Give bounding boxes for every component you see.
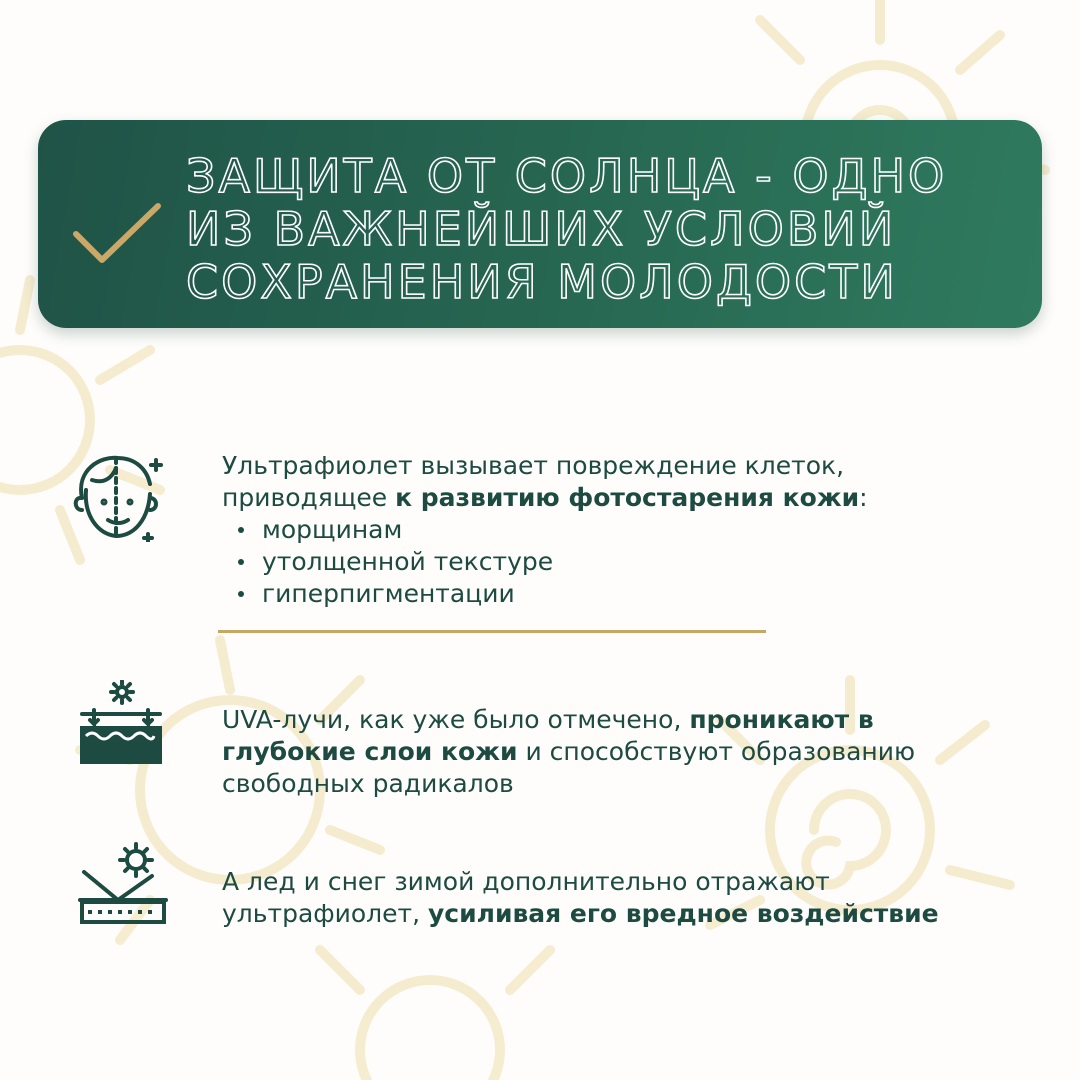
section-snow-reflection xyxy=(222,866,1022,930)
title-line-2: ИЗ ВАЖНЕЙШИХ УСЛОВИЙ xyxy=(186,202,897,256)
section-2-bold: проникают в глубокие слои кожи xyxy=(222,705,874,766)
list-item: гиперпигментации xyxy=(236,578,982,610)
section-2-tail: и способствуют образованию свободных радикалов xyxy=(222,737,916,798)
title-line-3: СОХРАНЕНИЯ МОЛОДОСТИ xyxy=(186,255,898,309)
section-1-plain: Ультрафиолет вызывает повреждение клеток, приводящее xyxy=(222,451,845,512)
title-line-1: ЗАЩИТА ОТ СОЛНЦА - ОДНО xyxy=(186,149,948,203)
section-2-plain: UVA-лучи, как уже было отмечено, xyxy=(222,705,690,734)
section-1-tail: : xyxy=(859,483,868,512)
section-3-plain: А лед и снег зимой дополнительно отражают ультрафиолет, xyxy=(222,867,830,928)
section-uva xyxy=(222,704,1002,800)
uva-skin-layers-icon xyxy=(76,680,166,766)
section-1-text xyxy=(222,450,982,514)
section-2-text xyxy=(222,704,1002,800)
bullet-list xyxy=(222,514,982,610)
list-item: утолщенной текстуре xyxy=(236,546,982,578)
list-item: морщинам xyxy=(236,514,982,546)
section-photoaging xyxy=(222,450,982,610)
sun-reflection-icon xyxy=(78,840,168,924)
page-title xyxy=(186,150,1016,309)
section-1-bold: к развитию фотостарения кожи xyxy=(395,483,860,512)
face-skin-icon xyxy=(70,450,166,542)
section-3-text xyxy=(222,866,1022,930)
check-icon xyxy=(72,200,162,266)
divider xyxy=(218,630,766,633)
section-3-bold: усиливая его вредное воздействие xyxy=(428,899,939,928)
